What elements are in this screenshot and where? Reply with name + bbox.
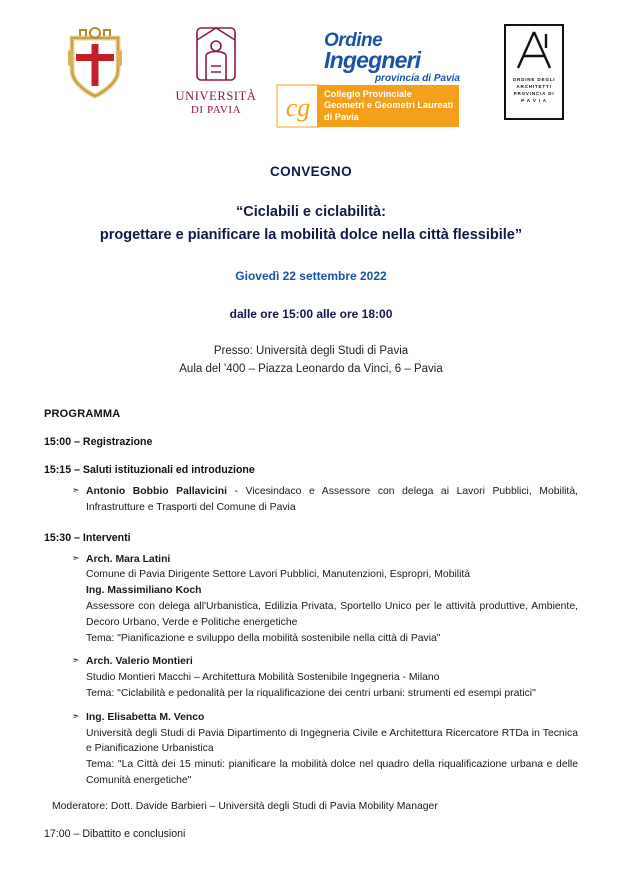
programma-item-label: Interventi [82, 531, 131, 544]
list-item-body [86, 710, 578, 789]
ordine-ingegneri-word2: Ingegneri [324, 47, 421, 74]
programma-heading: PROGRAMMA [44, 407, 121, 420]
universita-di-pavia-logo [162, 20, 270, 116]
programma-item-label: Saluti istituzionali ed introduzione [82, 463, 255, 476]
page-title [44, 201, 578, 247]
ordine-architetti-line4: P A V I A [521, 98, 547, 104]
bullet-arrow-icon: ➣ [72, 710, 80, 721]
speaker-name: Antonio Bobbio Pallavicini [86, 485, 227, 497]
ordine-architetti-line2: ARCHITETTI [516, 84, 552, 90]
closing-label: Dibattito e conclusioni [82, 827, 186, 840]
list-item [44, 710, 578, 789]
closing-dash: – [73, 827, 80, 840]
ordine-architetti-mark-icon [506, 26, 562, 74]
speaker-topic: Tema: "Pianificazione e sviluppo della mobilità sostenibile nella città di Pavia" [86, 632, 441, 644]
page-title-line2: progettare e pianificare la mobilità dolce nella città flessibile” [99, 227, 523, 244]
ordine-ingegneri-subtitle: provincia di Pavia [374, 72, 460, 84]
programma-item-time: 15:00 [44, 435, 72, 448]
programma-item-header [44, 532, 578, 544]
speaker-affiliation-secondary: Assessore con delega all'Urbanistica, Edilizia Privata, Sportello Unico per le attività produttive, Ambiente, Decoro Urbano, Verde e Politiche energetiche [86, 600, 578, 628]
list-item-body [86, 484, 578, 516]
programma-item-header [44, 436, 578, 448]
universita-label-line1: UNIVERSITÀ [175, 89, 257, 103]
collegio-geometri-line1: Collegio Provinciale [324, 89, 412, 100]
ordine-ingegneri-logo [324, 32, 474, 84]
logo-bar [44, 18, 578, 138]
programma-item [44, 436, 578, 448]
event-venue [44, 343, 578, 378]
ordine-architetti-logo [504, 24, 564, 120]
closing-time: 17:00 [44, 827, 71, 840]
event-date: Giovedì 22 settembre 2022 [235, 269, 387, 284]
bullet-arrow-icon: ➣ [72, 552, 80, 563]
speaker-topic: Tema: "La Città dei 15 minuti: pianificare la mobilità dolce nel quadro della riqualificazione urbana e delle Comunità energetiche" [86, 759, 578, 787]
moderatore-line: Moderatore: Dott. Davide Barbieri – Università degli Studi di Pavia Mobility Manager [52, 800, 438, 812]
bullet-arrow-icon: ➣ [72, 655, 80, 666]
collegio-geometri-text [317, 85, 459, 127]
speaker-name: Arch. Valerio Montieri [86, 656, 193, 668]
universita-label-line2: DI PAVIA [190, 104, 242, 116]
collegio-geometri-line3: di Pavia [324, 111, 359, 122]
list-item [44, 552, 578, 647]
event-venue-line1: Presso: Università degli Studi di Pavia [213, 345, 409, 358]
speaker-affiliation: Comune di Pavia Dirigente Settore Lavori Pubblici, Manutenzioni, Espropri, Mobilità [86, 569, 471, 581]
programma-bullet-list [44, 552, 578, 789]
list-item [44, 654, 578, 701]
comune-pavia-crest-icon [64, 24, 126, 100]
ordine-architetti-text [506, 76, 562, 104]
ordine-architetti-line1: ORDINE DEGLI [512, 77, 556, 82]
event-hours: dalle ore 15:00 alle ore 18:00 [229, 307, 393, 322]
collegio-geometri-mark-icon [276, 84, 320, 128]
list-item-body [86, 654, 578, 701]
programma-item [44, 464, 578, 516]
programma-item [44, 532, 578, 789]
event-venue-line2: Aula del '400 – Piazza Leonardo da Vinci, 6 – Pavia [179, 362, 443, 375]
collegio-geometri-logo [276, 84, 496, 128]
speaker-name: Ing. Elisabetta M. Venco [86, 711, 205, 723]
programma-item-label: Registrazione [82, 435, 153, 448]
list-item-body [86, 552, 578, 647]
programma-item-dash: – [74, 463, 80, 476]
speaker-name-secondary: Ing. Massimiliano Koch [86, 585, 202, 597]
bullet-arrow-icon: ➣ [72, 484, 80, 495]
ordine-ingegneri-word1: Ordine [324, 30, 383, 51]
programma-closing [44, 828, 578, 840]
speaker-role: - Vicesindaco e Assessore con delega ai Lavori Pubblici, Mobilità, Infrastrutture e Trasporti del Comune di Pavia [86, 485, 578, 513]
kicker-convegno: CONVEGNO [270, 164, 352, 179]
programma-item-time: 15:30 [44, 531, 72, 544]
speaker-name: Arch. Mara Latini [86, 553, 171, 565]
programma-item-dash: – [74, 435, 80, 448]
speaker-affiliation: Studio Montieri Macchi – Architettura Mobilità Sostenibile Ingegneria - Milano [86, 672, 440, 684]
svg-text:cg: cg [285, 93, 311, 122]
speaker-topic: Tema: "Ciclabilità e pedonalità per la riqualificazione dei centri urbani: strumenti ed esempi pratici" [86, 688, 536, 699]
programma-item-dash: – [74, 531, 80, 544]
list-item [44, 484, 578, 516]
page-title-line1: “Ciclabili e ciclabilità: [236, 204, 386, 220]
ordine-architetti-line3: PROVINCIA DI [513, 91, 555, 97]
collegio-geometri-line2: Geometri e Geometri Laureati [324, 100, 454, 111]
programma-bullet-list [44, 484, 578, 516]
programma-item-header [44, 464, 578, 476]
programma-item-time: 15:15 [44, 463, 72, 476]
universita-seal-icon [162, 20, 270, 86]
speaker-affiliation: Università degli Studi di Pavia Dipartimento di Ingegneria Civile e Architettura Ricercatore RTDa in Tecnica e Pianificazione Urbanistica [86, 727, 578, 755]
